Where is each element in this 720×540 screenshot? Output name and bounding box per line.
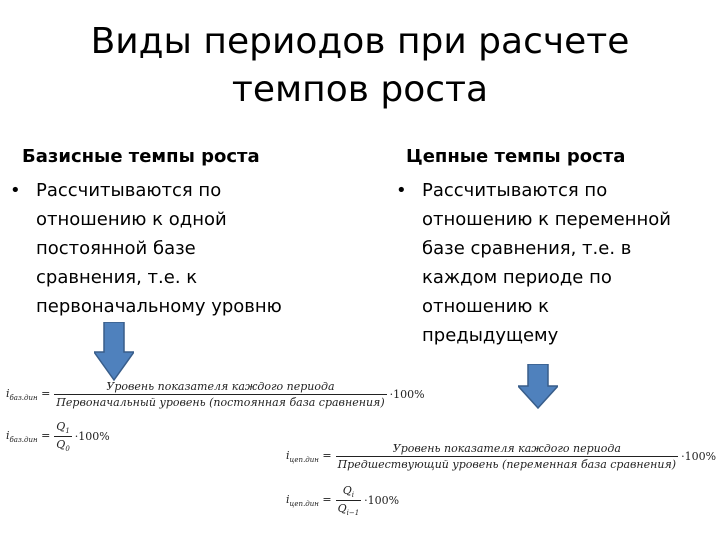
left-line-2: отношению к одной — [36, 209, 227, 230]
title-line-1: Виды периодов при расчете — [90, 21, 630, 62]
right-bullet-text — [422, 176, 671, 350]
right-bullet-item — [396, 176, 671, 350]
right-line-5: отношению к — [422, 296, 550, 317]
formula-multiplier: ·100% — [364, 494, 400, 508]
formula-denominator: Первоначальный уровень (постоянная база сравнения) — [56, 396, 385, 409]
left-line-1: Рассчитываются по — [36, 180, 222, 201]
formula-denominator: $Q_0$ — [56, 438, 70, 454]
bullet-marker: • — [396, 180, 407, 201]
formula-fraction — [54, 380, 386, 409]
formula-fraction — [336, 484, 362, 517]
right-column-heading: Цепные темпы роста — [406, 146, 626, 167]
formula-numerator: Уровень показателя каждого периода — [392, 442, 621, 455]
chain-growth-formula-symbols — [286, 484, 399, 517]
chain-growth-formula-words — [286, 442, 716, 471]
formula-fraction — [54, 420, 72, 453]
title-line-2: темпов роста — [231, 69, 489, 110]
formula-numerator: Уровень показателя каждого периода — [106, 380, 335, 393]
formula-lhs: $i_{баз.дин}$ = — [6, 429, 51, 445]
formula-fraction — [336, 442, 679, 471]
formula-denominator: Предшествующий уровень (переменная база сравнения) — [337, 458, 677, 471]
left-line-5: первоначальному уровню — [36, 296, 282, 317]
right-line-3: базе сравнения, т.е. в — [422, 238, 632, 259]
left-line-4: сравнения, т.е. к — [36, 267, 198, 288]
right-line-2: отношению к переменной — [422, 209, 672, 230]
formula-lhs: $i_{цеп.дин}$ = — [286, 448, 332, 465]
left-bullet-item — [10, 176, 282, 321]
right-line-6: предыдущему — [422, 325, 559, 346]
down-arrow-icon — [518, 364, 558, 410]
formula-lhs: $i_{цеп.дин}$ = — [286, 493, 332, 509]
slide-title — [60, 18, 660, 114]
formula-denominator: $Q_{i-1}$ — [337, 502, 360, 518]
right-line-1: Рассчитываются по — [422, 180, 608, 201]
formula-multiplier: ·100% — [681, 450, 717, 463]
left-column-heading: Базисные темпы роста — [22, 146, 260, 167]
base-growth-formula-words — [6, 380, 425, 409]
left-line-3: постоянной базе — [36, 238, 196, 259]
base-growth-formula-symbols — [6, 420, 110, 453]
formula-numerator: $Q_1$ — [56, 420, 70, 436]
bullet-marker: • — [10, 180, 21, 201]
down-arrow-icon — [94, 322, 134, 382]
left-bullet-text — [36, 176, 282, 321]
formula-multiplier: ·100% — [389, 388, 425, 401]
formula-numerator: $Q_i$ — [342, 484, 355, 500]
formula-lhs: $i_{баз.дин}$ = — [6, 386, 51, 403]
right-line-4: каждом периоде по — [422, 267, 612, 288]
formula-multiplier: ·100% — [74, 430, 110, 444]
